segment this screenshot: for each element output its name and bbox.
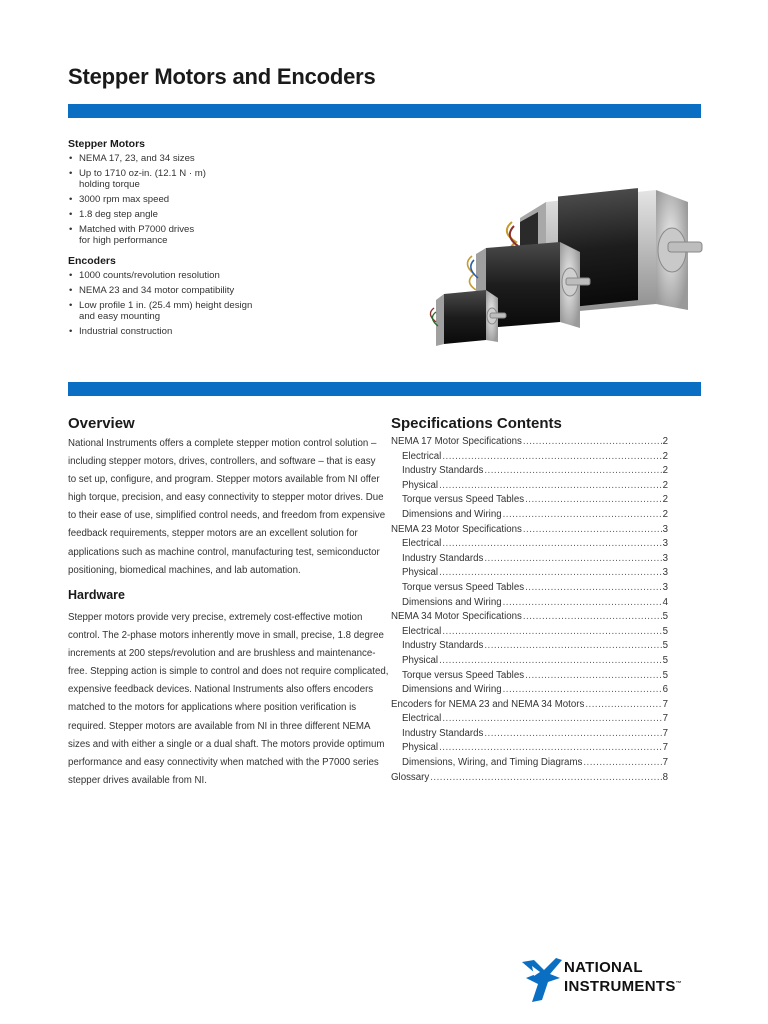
paragraph-line: feedback requirements, stepper motors are an excellent solution for bbox=[68, 528, 358, 540]
paragraph-line: including stepper motors, drives, controllers, and software – that is easy bbox=[68, 456, 376, 468]
toc-leader-dots bbox=[523, 524, 662, 535]
toc-entry[interactable] bbox=[391, 451, 668, 466]
feature-item-text: 1.8 deg step angle bbox=[79, 209, 158, 220]
paragraph-line: applications such as machine control, manufacturing test, semiconductor bbox=[68, 546, 380, 558]
toc-entry-page: 8 bbox=[662, 771, 668, 783]
toc-leader-dots bbox=[439, 480, 662, 491]
toc-leader-dots bbox=[525, 670, 662, 681]
overview-paragraph bbox=[68, 435, 386, 580]
toc-entry-page: 6 bbox=[662, 684, 668, 696]
nema17-motor bbox=[430, 290, 506, 346]
toc-entry-label: Physical bbox=[402, 567, 439, 579]
toc-entry[interactable] bbox=[391, 509, 668, 524]
toc-entry-page: 3 bbox=[662, 538, 668, 550]
toc-entry[interactable] bbox=[391, 494, 668, 509]
toc-entry-label: Industry Standards bbox=[402, 640, 484, 652]
toc-leader-dots bbox=[525, 582, 662, 593]
feature-item-text: NEMA 17, 23, and 34 sizes bbox=[79, 153, 195, 164]
toc-entry-page: 3 bbox=[662, 567, 668, 579]
toc-entry-page: 2 bbox=[662, 436, 668, 447]
feature-item bbox=[68, 209, 268, 220]
toc-entry[interactable] bbox=[391, 436, 668, 451]
hardware-paragraph bbox=[68, 609, 389, 790]
toc-leader-dots bbox=[442, 713, 661, 724]
logo-trademark: ™ bbox=[675, 981, 682, 987]
feature-item bbox=[68, 194, 268, 205]
toc-leader-dots bbox=[585, 699, 661, 710]
toc-entry-page: 2 bbox=[662, 508, 668, 520]
toc-entry-label: Electrical bbox=[402, 713, 442, 725]
feature-item-text: Up to 1710 oz-in. (12.1 N · m) bbox=[79, 168, 206, 179]
feature-item bbox=[68, 270, 268, 281]
toc-entry-label: Torque versus Speed Tables bbox=[402, 669, 525, 681]
toc-leader-dots bbox=[484, 553, 661, 564]
encoders-heading: Encoders bbox=[68, 255, 116, 267]
toc-entry-label: NEMA 23 Motor Specifications bbox=[391, 523, 522, 535]
feature-item-text: Low profile 1 in. (25.4 mm) height design bbox=[79, 300, 253, 311]
paragraph-line: increments at 200 steps/revolution and are brushless and maintenance- bbox=[68, 648, 376, 660]
toc-entry-page: 3 bbox=[662, 552, 668, 564]
paragraph-line: free. Stepping action is simple to control and does not require complicated, bbox=[68, 666, 389, 678]
toc-leader-dots bbox=[523, 611, 662, 622]
toc-entry-page: 7 bbox=[662, 742, 668, 754]
toc-entry-page: 7 bbox=[662, 727, 668, 739]
toc-entry-page: 7 bbox=[662, 698, 668, 710]
toc-entry[interactable] bbox=[391, 538, 668, 553]
toc-leader-dots bbox=[503, 684, 662, 695]
paragraph-line: expensive feedback devices. National Instruments also offers encoders bbox=[68, 684, 374, 696]
toc-entry-label: Industry Standards bbox=[402, 727, 484, 739]
paragraph-line: National Instruments offers a complete stepper motion control solution – bbox=[68, 438, 377, 449]
toc-entry-label: Dimensions and Wiring bbox=[402, 596, 502, 608]
toc-leader-dots bbox=[484, 465, 661, 476]
section-blue-bar bbox=[68, 382, 701, 396]
feature-item bbox=[68, 285, 268, 296]
toc-entry-label: Dimensions and Wiring bbox=[402, 684, 502, 696]
toc-entry-page: 4 bbox=[662, 596, 668, 608]
logo-national: NATIONAL bbox=[564, 959, 643, 976]
toc-leader-dots bbox=[503, 509, 662, 520]
toc-leader-dots bbox=[439, 742, 662, 753]
toc-entry-page: 5 bbox=[662, 669, 668, 681]
toc-leader-dots bbox=[484, 640, 661, 651]
toc-entry[interactable] bbox=[391, 553, 668, 568]
toc-entry-label: Physical bbox=[402, 654, 439, 666]
toc-leader-dots bbox=[523, 436, 662, 447]
toc-entry-label: Electrical bbox=[402, 625, 442, 637]
toc-entry-page: 2 bbox=[662, 479, 668, 491]
feature-item-text: and easy mounting bbox=[79, 311, 161, 322]
toc-entry-page: 3 bbox=[662, 581, 668, 593]
toc-entry-page: 7 bbox=[662, 757, 668, 769]
encoder-features-list bbox=[68, 270, 268, 337]
paragraph-line: required. Stepper motors are available from NI in three different NEMA bbox=[68, 720, 371, 732]
toc-entry-label: Glossary bbox=[391, 771, 430, 783]
feature-item-text: NEMA 23 and 34 motor compatibility bbox=[79, 285, 235, 296]
feature-item-text: Industrial construction bbox=[79, 326, 173, 337]
feature-item bbox=[68, 153, 268, 164]
toc-entry-label: Torque versus Speed Tables bbox=[402, 581, 525, 593]
toc-entry-page: 5 bbox=[662, 625, 668, 637]
toc-leader-dots bbox=[583, 757, 661, 768]
toc-leader-dots bbox=[439, 655, 662, 666]
feature-item bbox=[68, 300, 268, 322]
toc-entry-label: Dimensions and Wiring bbox=[402, 508, 502, 520]
toc-entry-label: NEMA 34 Motor Specifications bbox=[391, 611, 522, 623]
logo-instruments bbox=[564, 976, 682, 995]
toc-entry-page: 5 bbox=[662, 654, 668, 666]
feature-item-text: 1000 counts/revolution resolution bbox=[79, 270, 220, 281]
stepper-motors-photo bbox=[420, 182, 710, 362]
toc-entry[interactable] bbox=[391, 597, 668, 612]
paragraph-line: Stepper motors provide very precise, extremely cost-effective motion bbox=[68, 612, 363, 623]
toc-entry[interactable] bbox=[391, 655, 668, 670]
hardware-heading: Hardware bbox=[68, 588, 125, 602]
toc-entry[interactable] bbox=[391, 728, 668, 743]
feature-item bbox=[68, 224, 268, 246]
paragraph-line: performance and easy connectivity when matched with the P7000 series bbox=[68, 756, 379, 768]
toc-entry-page: 7 bbox=[662, 713, 668, 725]
stepper-features-list bbox=[68, 153, 268, 246]
feature-item-text: 3000 rpm max speed bbox=[79, 194, 170, 205]
toc-entry-page: 2 bbox=[662, 494, 668, 506]
toc-entry[interactable] bbox=[391, 699, 668, 714]
toc-entry[interactable] bbox=[391, 772, 668, 787]
feature-item-text: holding torque bbox=[79, 179, 140, 190]
toc-entry-label: Industry Standards bbox=[402, 552, 484, 564]
overview-heading: Overview bbox=[68, 415, 135, 432]
toc-entry-page: 5 bbox=[662, 611, 668, 623]
toc-entry-page: 3 bbox=[662, 523, 668, 535]
paragraph-line: matched to the motors for applications where position verification is bbox=[68, 702, 357, 714]
toc-entry[interactable] bbox=[391, 524, 668, 539]
toc-leader-dots bbox=[439, 567, 662, 578]
toc-entry[interactable] bbox=[391, 670, 668, 685]
ni-logo bbox=[520, 956, 705, 1004]
header-blue-bar bbox=[68, 104, 701, 118]
feature-item-text: for high performance bbox=[79, 235, 168, 246]
paragraph-line: stepper drives available from NI. bbox=[68, 774, 207, 786]
toc-entry-page: 5 bbox=[662, 640, 668, 652]
toc-heading: Specifications Contents bbox=[391, 415, 562, 432]
feature-item bbox=[68, 326, 268, 337]
toc-entry-page: 2 bbox=[662, 465, 668, 477]
paragraph-line: to their ease of use, simplified control needs, and freedom from expensive bbox=[68, 510, 386, 522]
paragraph-line: control. The 2-phase motors inherently move in small, precise, 1.8 degree bbox=[68, 630, 384, 642]
toc-entry-label: Electrical bbox=[402, 450, 442, 462]
toc-leader-dots bbox=[442, 538, 661, 549]
toc-entry-label: Physical bbox=[402, 479, 439, 491]
toc-list bbox=[391, 436, 668, 786]
toc-entry[interactable] bbox=[391, 567, 668, 582]
paragraph-line: to set up, configure, and program. Stepper motors available from NI offer bbox=[68, 474, 380, 486]
toc-entry-label: Physical bbox=[402, 742, 439, 754]
toc-entry-label: Torque versus Speed Tables bbox=[402, 494, 525, 506]
toc-entry-label: Electrical bbox=[402, 538, 442, 550]
toc-entry-label: Encoders for NEMA 23 and NEMA 34 Motors bbox=[391, 698, 585, 710]
feature-item-text: Matched with P7000 drives bbox=[79, 224, 195, 235]
toc-entry-page: 2 bbox=[662, 450, 668, 462]
toc-leader-dots bbox=[503, 597, 662, 608]
toc-leader-dots bbox=[525, 494, 662, 505]
feature-item bbox=[68, 168, 268, 190]
paragraph-line: sizes and with either a single or a dual shaft. The motors provide optimum bbox=[68, 738, 385, 750]
toc-entry[interactable] bbox=[391, 713, 668, 728]
toc-entry[interactable] bbox=[391, 626, 668, 641]
toc-leader-dots bbox=[442, 626, 661, 637]
toc-entry[interactable] bbox=[391, 640, 668, 655]
toc-entry[interactable] bbox=[391, 480, 668, 495]
toc-entry[interactable] bbox=[391, 465, 668, 480]
toc-leader-dots bbox=[484, 728, 661, 739]
toc-entry-label: Dimensions, Wiring, and Timing Diagrams bbox=[402, 757, 583, 769]
toc-entry[interactable] bbox=[391, 582, 668, 597]
toc-entry[interactable] bbox=[391, 684, 668, 699]
toc-entry-label: Industry Standards bbox=[402, 465, 484, 477]
toc-entry[interactable] bbox=[391, 611, 668, 626]
toc-leader-dots bbox=[430, 772, 661, 783]
paragraph-line: positioning, biomedical machines, and lab automation. bbox=[68, 564, 301, 576]
toc-entry[interactable] bbox=[391, 742, 668, 757]
paragraph-line: high torque, precision, and easy connectivity to stepper motor drives. Due bbox=[68, 492, 384, 504]
toc-leader-dots bbox=[442, 451, 661, 462]
ni-eagle-icon bbox=[520, 956, 564, 1004]
toc-entry[interactable] bbox=[391, 757, 668, 772]
logo-instruments-text: INSTRUMENTS bbox=[564, 978, 676, 995]
feature-block bbox=[68, 138, 268, 341]
stepper-motors-heading: Stepper Motors bbox=[68, 138, 146, 150]
page-title: Stepper Motors and Encoders bbox=[68, 64, 376, 89]
toc-entry-label: NEMA 17 Motor Specifications bbox=[391, 436, 522, 447]
